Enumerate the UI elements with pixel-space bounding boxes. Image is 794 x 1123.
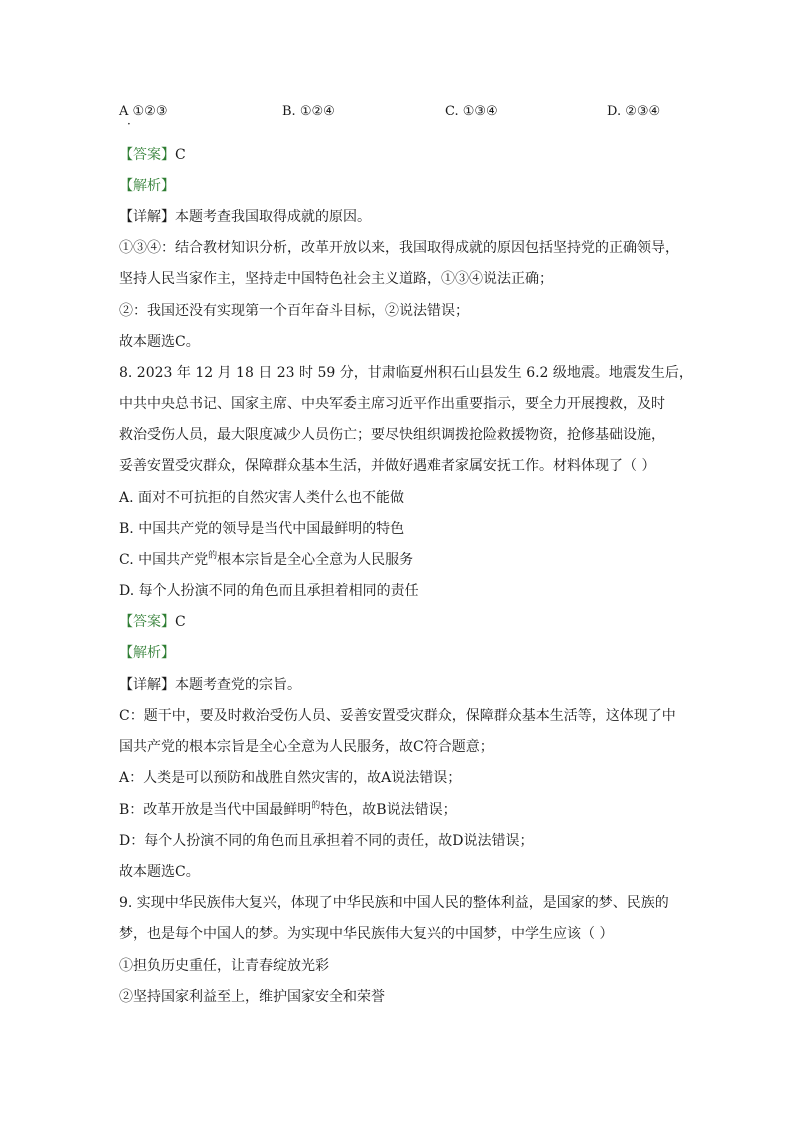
- option-text: 根本宗旨是全心全意为人民服务: [217, 552, 414, 568]
- q8-analysis-heading: [119, 644, 679, 662]
- q8-explanation-line: [119, 801, 679, 821]
- detail-text: 本题考查我国取得成就的原因。: [175, 209, 371, 225]
- detail-tag: 【详解】: [119, 677, 175, 693]
- q7-explanation-line: ①③④：结合教材知识分析，改革开放以来，我国取得成就的原因包括坚持党的正确领导，: [119, 240, 679, 256]
- q9-item: ②坚持国家利益至上，维护国家安全和荣誉: [119, 989, 385, 1005]
- q7-conclusion: 故本题选C。: [119, 334, 200, 350]
- q8-conclusion: 故本题选C。: [119, 864, 200, 880]
- detail-tag: 【详解】: [119, 209, 175, 225]
- option-a-dot: ·: [127, 117, 131, 131]
- q8-explanation-line: 国共产党的根本宗旨是全心全意为人民服务，故C符合题意；: [119, 739, 494, 755]
- answer-tag: 【答案】: [119, 614, 175, 630]
- q7-analysis-heading: [119, 177, 679, 195]
- answer-tag: 【答案】: [119, 147, 175, 163]
- q8-option-b: B. 中国共产党的领导是当代中国最鲜明的特色: [119, 521, 405, 537]
- q8-answer: [119, 613, 679, 631]
- q8-explanation-line: C：题干中，要及时救治受伤人员、妥善安置受灾群众，保障群众基本生活等，这体现了中: [119, 708, 676, 724]
- explanation-text: B：改革开放是当代中国最鲜明: [119, 802, 312, 818]
- q8-option-a: A. 面对不可抗拒的自然灾害人类什么也不能做: [119, 490, 405, 506]
- analysis-tag: 【解析】: [119, 645, 175, 661]
- detail-text: 本题考查党的宗旨。: [175, 677, 301, 693]
- q9-item: ①担负历史重任，让青春绽放光彩: [119, 958, 329, 974]
- option-text: C. 中国共产党: [119, 552, 209, 568]
- q8-explanation-line: D：每个人扮演不同的角色而且承担着不同的责任，故D说法错误；: [119, 833, 534, 849]
- q8-option-d: D. 每个人扮演不同的角色而且承担着相同的责任: [119, 583, 419, 599]
- q9-stem-line: 9. 实现中华民族伟大复兴，体现了中华民族和中国人民的整体利益，是国家的梦、民族的: [119, 895, 669, 911]
- superscript-char: 的: [311, 801, 321, 811]
- q7-answer: [119, 146, 679, 164]
- answer-value: C: [175, 147, 186, 163]
- q7-explanation-line: ②：我国还没有实现第一个百年奋斗目标，②说法错误；: [119, 303, 469, 319]
- q8-stem-line: 8. 2023 年 12 月 18 日 23 时 59 分，甘肃临夏州积石山县发生 6.2 级地震。地震发生后，: [119, 365, 693, 381]
- q8-option-c: [119, 551, 679, 571]
- q9-stem-line: 梦，也是每个中国人的梦。为实现中华民族伟大复兴的中国梦，中学生应该（ ）: [119, 926, 614, 942]
- option-c: C. ①③④: [445, 104, 498, 119]
- answer-value: C: [175, 614, 186, 630]
- superscript-char: 的: [208, 551, 218, 561]
- q8-stem-line: 妥善安置受灾群众，保障群众基本生活，并做好遇难者家属安抚工作。材料体现了（ ）: [119, 458, 656, 474]
- q8-stem-line: 中共中央总书记、国家主席、中央军委主席习近平作出重要指示，要全力开展搜救，及时: [119, 396, 665, 412]
- option-a: A ①②③: [119, 104, 168, 119]
- q7-detail: [119, 208, 679, 226]
- q8-detail: [119, 676, 679, 694]
- analysis-tag: 【解析】: [119, 178, 175, 194]
- q8-stem-line: 救治受伤人员，最大限度减少人员伤亡；要尽快组织调拨抢险救援物资，抢修基础设施，: [119, 427, 665, 443]
- q8-explanation-line: A：人类是可以预防和战胜自然灾害的，故A说法错误；: [119, 770, 462, 786]
- q7-explanation-line: 坚持人民当家作主，坚持走中国特色社会主义道路，①③④说法正确；: [119, 271, 553, 287]
- explanation-text: 特色，故B说法错误；: [320, 802, 457, 818]
- option-d: D. ②③④: [607, 104, 661, 119]
- option-b: B. ①②④: [282, 104, 335, 119]
